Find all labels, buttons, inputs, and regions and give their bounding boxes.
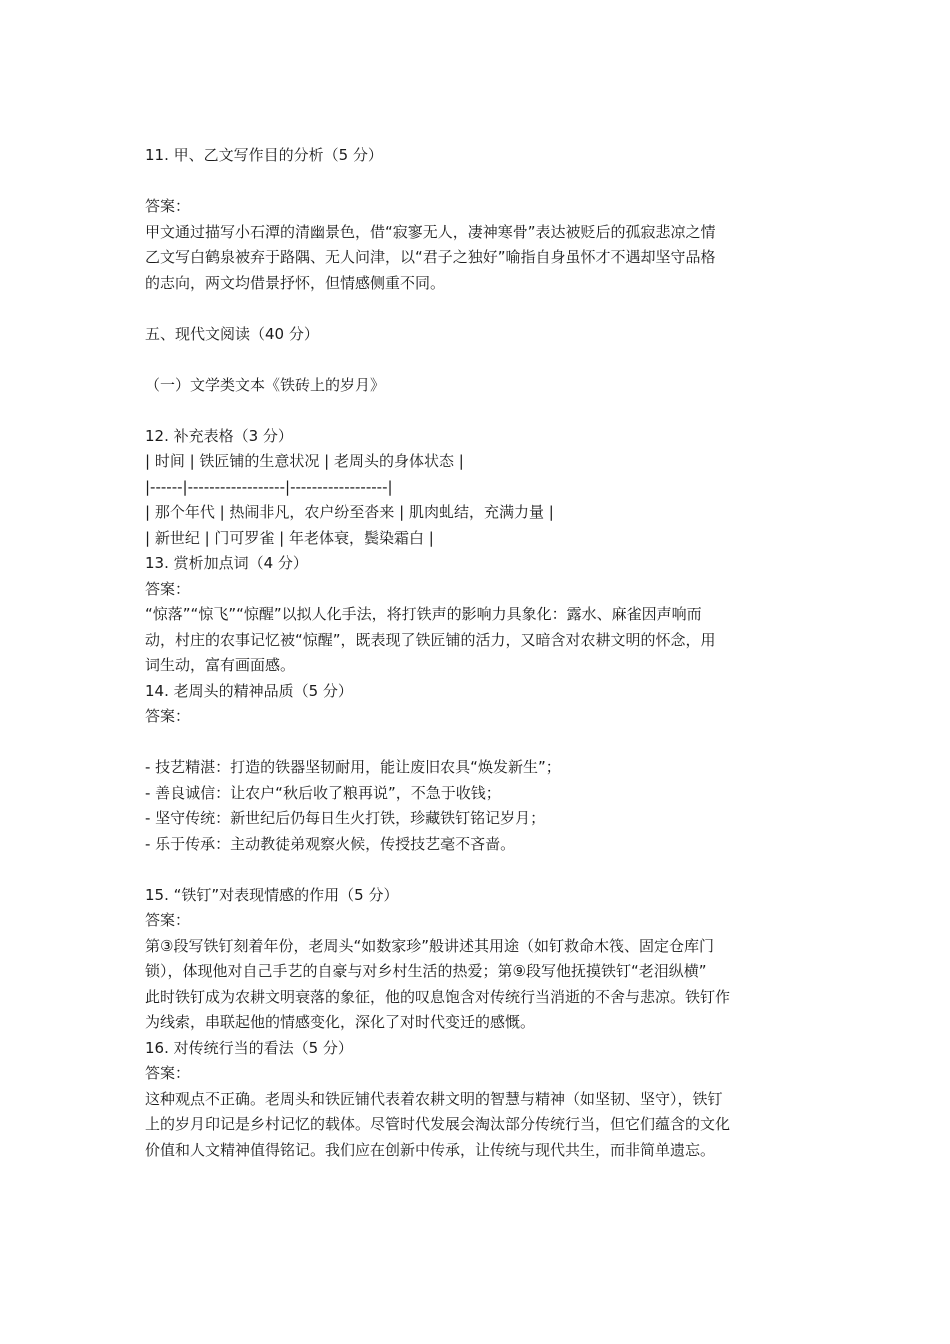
q11-answer-line: 甲文通过描写小石潭的清幽景色，借“寂寥无人，凄神寒骨”表达被贬后的孤寂悲凉之情 [145, 222, 716, 241]
q13-answer-label: 答案： [145, 579, 191, 598]
q14-answer-item: - 技艺精湛：打造的铁器坚韧耐用，能让废旧农具“焕发新生”； [145, 758, 561, 776]
q13-answer-line: 词生动，富有画面感。 [145, 656, 296, 674]
q14-answer-item: - 乐于传承：主动教徒弟观察火候，传授技艺毫不吝啬。 [145, 834, 516, 853]
section5-title: 五、现代文阅读（40 分） [145, 324, 319, 343]
q11-answer-line: 乙文写白鹤泉被弃于路隅、无人问津，以“君子之独好”喻指自身虽怀才不遇却坚守品格 [145, 248, 716, 266]
q15-answer-line: 此时铁钉成为农耕文明衰落的象征，他的叹息饱含对传统行当消逝的不舍与悲凉。铁钉作 [145, 987, 731, 1006]
q16-answer-line: 上的岁月印记是乡村记忆的载体。尽管时代发展会淘汰部分传统行当，但它们蕴含的文化 [145, 1115, 731, 1133]
q11-answer-label: 答案： [145, 197, 191, 215]
q12-table-row: |------|------------------|------------------| [145, 477, 393, 496]
q15-title: 15. “铁钉”对表现情感的作用（5 分） [145, 885, 399, 904]
q13-answer-line: 动，村庄的农事记忆被“惊醒”，既表现了铁匠铺的活力，又暗含对农耕文明的怀念，用 [145, 630, 716, 649]
q14-answer-label: 答案： [145, 707, 191, 725]
q13-title: 13. 赏析加点词（4 分） [145, 554, 308, 572]
q16-answer-label: 答案： [145, 1064, 191, 1082]
q13-answer-line: “惊落”“惊飞”“惊醒”以拟人化手法，将打铁声的影响力具象化：露水、麻雀因声响而 [145, 605, 702, 623]
q12-title: 12. 补充表格（3 分） [145, 426, 293, 445]
q15-answer-line: 锁），体现他对自己手艺的自豪与对乡村生活的热爱；第⑨段写他抚摸铁钉“老泪纵横” [145, 962, 707, 980]
q16-answer-line: 价值和人文精神值得铭记。我们应在创新中传承，让传统与现代共生，而非简单遗忘。 [145, 1140, 716, 1159]
q12-table-row: | 那个年代 | 热闹非凡，农户纷至沓来 | 肌肉虬结，充满力量 | [145, 503, 554, 521]
q12-table-row: | 时间 | 铁匠铺的生意状况 | 老周头的身体状态 | [145, 452, 464, 470]
q16-title: 16. 对传统行当的看法（5 分） [145, 1038, 353, 1057]
q15-answer-line: 第③段写铁钉刻着年份，老周头“如数家珍”般讲述其用途（如钉救命木筏、固定仓库门 [145, 936, 714, 955]
q14-title: 14. 老周头的精神品质（5 分） [145, 681, 353, 700]
q15-answer-label: 答案： [145, 911, 191, 929]
q11-title: 11. 甲、乙文写作目的分析（5 分） [145, 146, 383, 164]
q14-answer-item: - 善良诚信：让农户“秋后收了粮再说”，不急于收钱； [145, 783, 501, 802]
q12-table-row: | 新世纪 | 门可罗雀 | 年老体衰，鬓染霜白 | [145, 528, 434, 547]
q14-answer-item: - 坚守传统：新世纪后仍每日生火打铁，珍藏铁钉铭记岁月； [145, 809, 546, 827]
section5-sub1-title: （一）文学类文本《铁砖上的岁月》 [145, 375, 386, 394]
q16-answer-line: 这种观点不正确。老周头和铁匠铺代表着农耕文明的智慧与精神（如坚韧、坚守），铁钉 [145, 1089, 723, 1108]
q11-answer-line: 的志向，两文均借景抒怀，但情感侧重不同。 [145, 273, 446, 292]
q15-answer-line: 为线索，串联起他的情感变化，深化了对时代变迁的感慨。 [145, 1013, 536, 1031]
